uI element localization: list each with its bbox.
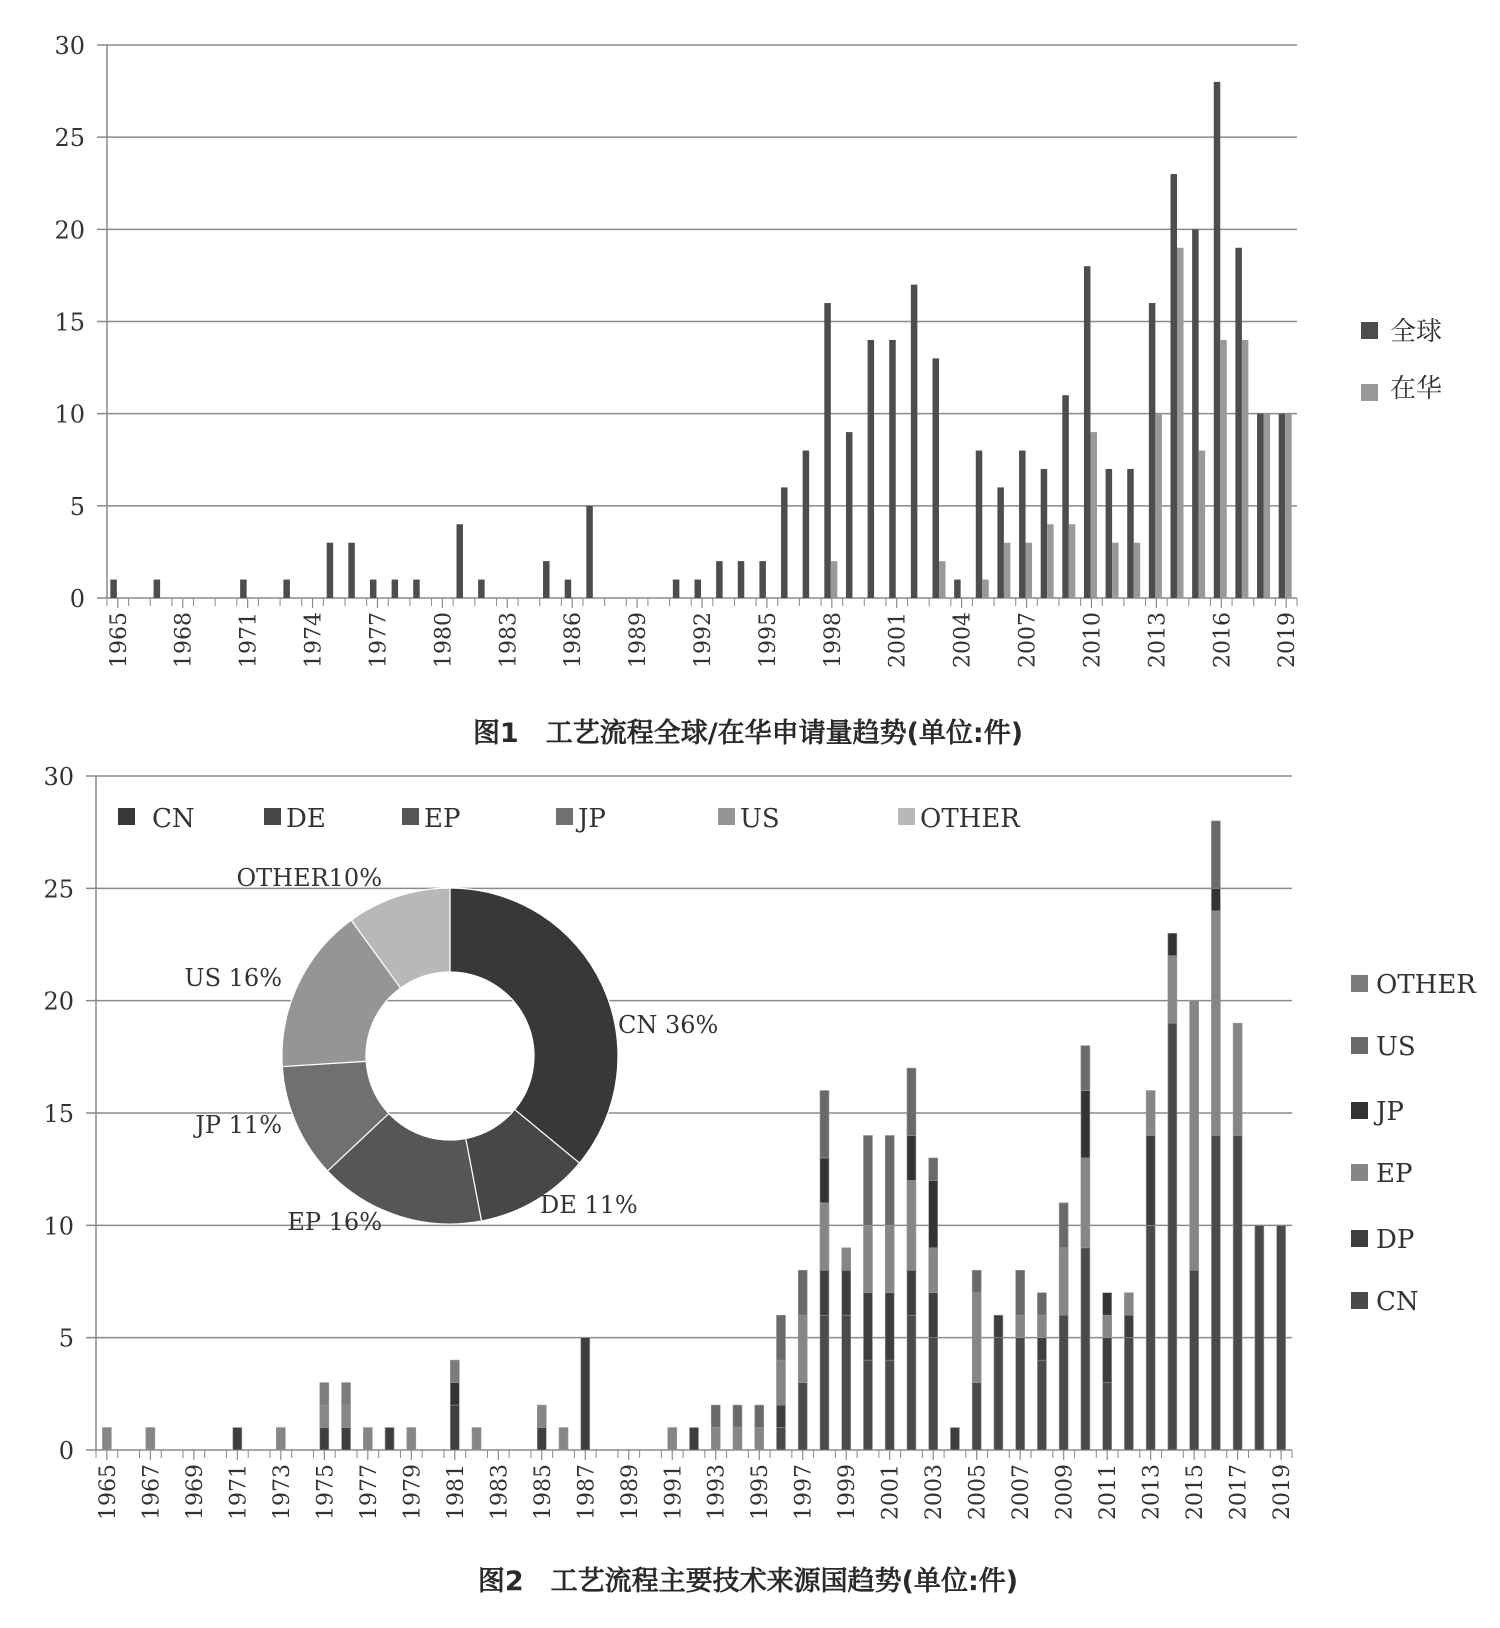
top-legend-label-cn: CN <box>152 804 195 834</box>
chart2-x-tick-label: 1999 <box>835 1464 861 1520</box>
chart2-bar-segment-ep <box>755 1428 764 1450</box>
legend-swatch-global <box>1361 322 1378 339</box>
chart2-bar-segment-ep <box>820 1203 829 1270</box>
chart2-x-tick-label: 2009 <box>1052 1464 1078 1520</box>
donut-label-us: US 16% <box>184 964 282 992</box>
chart2-bar-segment-us <box>972 1270 981 1292</box>
chart2-bar-segment-dp <box>842 1270 851 1315</box>
chart2-bar-segment-ep <box>1103 1315 1112 1337</box>
chart1-bar-global <box>154 580 161 598</box>
chart2-bar-segment-us <box>776 1315 785 1360</box>
side-legend-label-jp: JP <box>1376 1097 1404 1127</box>
chart1-y-tick-label: 0 <box>69 585 85 613</box>
chart2-x-tick-label: 2001 <box>878 1464 904 1520</box>
chart1-bar-china <box>982 580 989 598</box>
chart2-bar-segment-cn <box>820 1315 829 1450</box>
side-legend-swatch-other <box>1351 975 1368 992</box>
chart2-bar-segment-ep <box>776 1360 785 1405</box>
legend-label-china: 在华 <box>1390 374 1443 404</box>
chart1-x-tick-label: 1995 <box>755 612 781 668</box>
chart1-bar-global <box>1192 229 1199 598</box>
top-legend-swatch-other <box>898 808 915 825</box>
chart2-x-tick-label: 1993 <box>704 1464 730 1520</box>
chart2-x-tick-label: 1975 <box>313 1464 339 1520</box>
chart2-bar-segment-us <box>711 1405 720 1427</box>
chart2-bar-segment-jp <box>820 1158 829 1203</box>
chart2-bar-segment-ep <box>472 1428 481 1450</box>
chart2-bar-segment-ep <box>1190 1001 1199 1271</box>
chart1-x-tick-label: 2001 <box>885 612 911 668</box>
top-legend-swatch-us <box>718 808 735 825</box>
chart1-bar-global <box>392 580 399 598</box>
chart2-x-tick-label: 1989 <box>617 1464 643 1520</box>
chart2-bar-segment-ep <box>407 1428 416 1450</box>
chart2-bar-segment-cn <box>1016 1338 1025 1450</box>
chart2-bar-segment-cn <box>1233 1135 1242 1450</box>
chart2-bar-segment-us <box>863 1135 872 1225</box>
chart1-bar-global <box>1019 451 1025 598</box>
chart1-x-tick-label: 1974 <box>301 612 327 668</box>
chart2-bar-segment-ep <box>929 1248 938 1293</box>
chart2-bar-segment-ep <box>320 1405 329 1427</box>
chart2-bar-segment-cn <box>1124 1338 1133 1450</box>
chart2-bar-segment-dp <box>450 1405 459 1450</box>
chart1-x-tick-label: 2010 <box>1080 612 1106 668</box>
chart2-bar-segment-cn <box>994 1338 1003 1450</box>
chart2-y-ticks <box>43 763 74 1465</box>
chart2-bar-segment-dp <box>929 1293 938 1338</box>
chart2-bar-segment-jp <box>450 1383 459 1405</box>
chart2-bar-segment-us <box>1081 1046 1090 1091</box>
chart2-bar-segment-dp <box>1037 1338 1046 1360</box>
side-legend-swatch-dp <box>1351 1230 1368 1247</box>
chart2-bar-segment-cn <box>1059 1315 1068 1450</box>
side-legend-label-other: OTHER <box>1376 970 1476 1000</box>
chart1-x-tick-label: 1980 <box>431 612 457 668</box>
chart1-bar-china <box>1069 524 1076 598</box>
side-legend-label-ep: EP <box>1376 1159 1413 1189</box>
chart2-bar-segment-ep <box>102 1428 111 1450</box>
chart1-x-tick-label: 2013 <box>1145 612 1171 668</box>
chart1-x-tick-label: 1992 <box>691 612 716 668</box>
chart2-bar-segment-dp <box>1103 1338 1112 1383</box>
chart2-x-tick-label: 1969 <box>182 1464 208 1520</box>
donut-label-ep: EP 16% <box>287 1208 382 1236</box>
side-legend-label-us: US <box>1376 1032 1416 1062</box>
chart2-x-tick-label: 1979 <box>400 1464 426 1520</box>
side-legend-swatch-ep <box>1351 1164 1368 1181</box>
chart2-bar-segment-dp <box>233 1428 242 1450</box>
chart2-bar-segment-ep <box>798 1315 807 1382</box>
chart1-bar-global <box>846 432 853 598</box>
chart2-x-tick-label: 1985 <box>530 1464 556 1520</box>
chart2-bar-segment-cn <box>1255 1225 1264 1450</box>
chart2-bar-segment-cn <box>907 1315 916 1450</box>
chart2-bar-segment-other <box>320 1383 329 1405</box>
chart1-y-tick-label: 10 <box>54 400 85 429</box>
chart2-bar-segment-jp <box>929 1180 938 1247</box>
chart2-bar-segment-ep <box>842 1248 851 1270</box>
side-legend-swatch-us <box>1351 1037 1368 1054</box>
chart1-bar-china <box>939 561 946 598</box>
chart2-bar-segment-jp <box>1168 933 1177 955</box>
chart2-x-tick-label: 1991 <box>661 1464 687 1520</box>
legend-swatch-china <box>1361 384 1378 401</box>
chart2-bar-segment-cn <box>1146 1225 1155 1450</box>
chart2-x-tick-label: 2011 <box>1096 1464 1122 1520</box>
chart2-bar-segment-jp <box>1103 1293 1112 1315</box>
chart2-bar-segment-ep <box>1016 1315 1025 1337</box>
chart2-bar-segment-us <box>885 1135 894 1225</box>
chart2-bar-segment-ep <box>559 1428 568 1450</box>
chart1-bar-china <box>1004 543 1011 598</box>
chart1-x-tick-label: 2016 <box>1210 612 1236 668</box>
top-legend-swatch-de <box>264 808 281 825</box>
donut-chart <box>184 864 718 1236</box>
chart2-bar-segment-dp <box>907 1270 916 1315</box>
chart2-bar-segment-cn <box>929 1338 938 1450</box>
chart2-x-tick-label: 2017 <box>1226 1464 1252 1520</box>
chart2-bar-segment-ep <box>668 1428 677 1450</box>
chart1-bar-china <box>1134 543 1141 598</box>
top-legend-label-jp: JP <box>578 804 606 834</box>
chart2-x-tick-label: 1995 <box>748 1464 774 1520</box>
chart1-bar-global <box>781 487 788 598</box>
chart1-bar-global <box>803 451 810 598</box>
chart2-bar-segment-ep <box>885 1225 894 1292</box>
chart1-bar-global <box>911 285 918 598</box>
chart2-x-tick-label: 1983 <box>487 1464 513 1520</box>
chart2-x-tick-label: 2007 <box>1009 1464 1035 1520</box>
chart1-bar-global <box>327 543 334 598</box>
top-legend-label-ep: EP <box>424 804 461 834</box>
chart2-bar-segment-ep <box>863 1225 872 1292</box>
chart1-gridlines <box>97 45 1297 598</box>
chart1-bars <box>110 82 1291 598</box>
donut-label-other: OTHER10% <box>236 864 382 892</box>
chart1-bar-global <box>1149 303 1156 598</box>
side-legend-swatch-cn <box>1351 1292 1368 1309</box>
chart1-x-tick-label: 1986 <box>561 612 587 668</box>
chart2-bar-segment-us <box>798 1270 807 1315</box>
chart1-bar-global <box>348 543 355 598</box>
chart1-bar-global <box>1171 174 1178 598</box>
chart1-bar-china <box>1090 432 1097 598</box>
chart1-bar-global <box>240 580 247 598</box>
chart2-bar-segment-us <box>1037 1293 1046 1315</box>
donut-label-cn: CN 36% <box>618 1011 719 1039</box>
chart2 <box>43 763 1477 1597</box>
chart1-bar-global <box>997 487 1004 598</box>
chart2-y-tick-label: 5 <box>58 1324 74 1353</box>
chart1-bar-china <box>831 561 838 598</box>
chart2-bar-segment-cn <box>885 1360 894 1450</box>
chart2-bar-segment-us <box>733 1405 742 1427</box>
chart2-bar-segment-ep <box>1211 911 1220 1136</box>
chart1-bar-china <box>1026 543 1033 598</box>
chart2-bar-segment-dp <box>581 1338 590 1450</box>
chart2-x-tick-label: 1967 <box>139 1464 165 1520</box>
chart1-y-tick-label: 20 <box>54 216 85 245</box>
chart2-x-tick-label: 1997 <box>791 1464 817 1520</box>
chart2-bar-segment-ep <box>363 1428 372 1450</box>
chart1-bar-china <box>1285 414 1292 598</box>
chart2-bar-segment-cn <box>1211 1135 1220 1450</box>
chart1-bar-global <box>976 451 983 598</box>
chart2-bar-segment-us <box>1059 1203 1068 1248</box>
chart1-bar-china <box>1199 451 1206 598</box>
chart2-bar-segment-cn <box>1103 1383 1112 1450</box>
chart1-bar-global <box>565 580 572 598</box>
chart2-x-tick-label: 1987 <box>574 1464 600 1520</box>
chart2-x-tick-label: 2013 <box>1139 1464 1165 1520</box>
chart1-y-tick-label: 30 <box>54 32 85 60</box>
chart2-bar-segment-us <box>1016 1270 1025 1315</box>
chart2-bar-segment-cn <box>842 1315 851 1450</box>
chart1-x-tick-label: 1971 <box>236 612 262 668</box>
chart2-bar-segment-dp <box>1124 1315 1133 1337</box>
chart2-bar-segment-other <box>342 1383 351 1405</box>
chart1-legend <box>1361 317 1442 404</box>
chart2-bar-segment-cn <box>1190 1270 1199 1450</box>
chart2-side-legend <box>1351 970 1477 1317</box>
chart2-bar-segment-us <box>1211 821 1220 888</box>
chart1-x-axis <box>107 45 1300 668</box>
chart2-bar-segment-ep <box>1081 1158 1090 1248</box>
chart1-bar-china <box>1155 414 1162 598</box>
chart2-bar-segment-dp <box>776 1405 785 1427</box>
chart2-bar-segment-cn <box>972 1383 981 1450</box>
chart2-x-tick-label: 2003 <box>922 1464 948 1520</box>
donut-slice-cn <box>450 888 618 1163</box>
chart1-bar-china <box>1112 543 1119 598</box>
top-legend-label-other: OTHER <box>920 804 1020 834</box>
top-legend-swatch-ep <box>402 808 419 825</box>
chart1-x-tick-label: 1968 <box>171 612 197 668</box>
chart1-bar-global <box>1062 395 1069 598</box>
side-legend-swatch-jp <box>1351 1102 1368 1119</box>
chart2-bar-segment-ep <box>733 1428 742 1450</box>
chart1-caption: 图1 工艺流程全球/在华申请量趋势(单位:件) <box>472 718 1024 749</box>
chart2-bar-segment-us <box>755 1405 764 1427</box>
chart1-bar-global <box>759 561 766 598</box>
chart2-bar-segment-ep <box>1233 1023 1242 1135</box>
chart2-bar-segment-cn <box>1081 1248 1090 1450</box>
chart2-bar-segment-ep <box>276 1428 285 1450</box>
chart1-x-tick-label: 2007 <box>1015 612 1041 668</box>
chart1-bar-china <box>1177 248 1184 598</box>
chart1-bar-global <box>457 524 464 598</box>
chart1-bar-global <box>413 580 420 598</box>
chart2-bar-segment-dp <box>385 1428 394 1450</box>
top-legend-swatch-jp <box>556 808 573 825</box>
chart1-bar-global <box>868 340 875 598</box>
chart2-x-tick-label: 2015 <box>1183 1464 1209 1520</box>
chart2-bar-segment-ep <box>1146 1091 1155 1136</box>
chart1-bar-china <box>1047 524 1054 598</box>
chart1-bar-global <box>1106 469 1113 598</box>
chart2-bar-segment-dp <box>320 1428 329 1450</box>
chart2-x-tick-label: 1981 <box>443 1464 469 1520</box>
side-legend-label-cn: CN <box>1376 1287 1419 1317</box>
chart1-x-tick-label: 1983 <box>496 612 522 668</box>
top-legend-swatch-cn <box>118 808 135 825</box>
chart2-bar-segment-dp <box>863 1293 872 1360</box>
chart2-bar-segment-ep <box>972 1293 981 1383</box>
chart2-caption: 图2 工艺流程主要技术来源国趋势(单位:件) <box>477 1566 1019 1597</box>
chart1-bar-china <box>1242 340 1249 598</box>
chart1-x-tick-label: 1977 <box>366 612 392 668</box>
chart1-bar-global <box>738 561 745 598</box>
chart2-bar-segment-cn <box>798 1383 807 1450</box>
chart1-x-tick-label: 2019 <box>1275 612 1301 668</box>
chart2-y-tick-label: 20 <box>43 987 74 1016</box>
chart2-bar-segment-dp <box>537 1428 546 1450</box>
chart2-bar-segment-us <box>929 1158 938 1180</box>
chart1-bar-global <box>933 358 940 598</box>
chart1-x-tick-label: 1965 <box>106 612 132 668</box>
chart2-x-tick-label: 1973 <box>269 1464 295 1520</box>
chart2-y-tick-label: 30 <box>43 763 74 791</box>
chart1-bar-global <box>673 580 680 598</box>
chart2-bar-segment-us <box>820 1091 829 1158</box>
chart2-x-tick-label: 1977 <box>356 1464 382 1520</box>
top-legend-label-de: DE <box>286 804 326 834</box>
chart2-bar-segment-dp <box>820 1270 829 1315</box>
side-legend-label-dp: DP <box>1376 1225 1415 1255</box>
chart1-bar-global <box>543 561 550 598</box>
legend-label-global: 全球 <box>1390 317 1443 347</box>
top-legend-label-us: US <box>740 804 780 834</box>
chart2-y-tick-label: 15 <box>43 1100 74 1128</box>
chart1-bar-global <box>824 303 831 598</box>
chart2-bar-segment-dp <box>994 1315 1003 1337</box>
chart2-bar-segment-jp <box>1211 888 1220 910</box>
chart2-bar-segment-ep <box>1124 1293 1133 1315</box>
chart1-bar-global <box>1257 414 1264 598</box>
chart2-bar-segment-cn <box>863 1360 872 1450</box>
donut-label-de: DE 11% <box>540 1191 638 1219</box>
chart2-bar-segment-other <box>450 1360 459 1382</box>
chart1-bar-global <box>110 580 117 598</box>
chart1-x-tick-label: 1989 <box>626 612 652 668</box>
chart2-y-tick-label: 25 <box>43 875 74 904</box>
chart1-bar-global <box>889 340 896 598</box>
chart1-bar-global <box>1279 414 1286 598</box>
chart2-bar-segment-cn <box>1277 1225 1286 1450</box>
chart1-bar-global <box>283 580 290 598</box>
chart1-y-tick-label: 5 <box>69 492 85 521</box>
chart2-bar-segment-dp <box>342 1428 351 1450</box>
chart2-bar-segment-dp <box>690 1428 699 1450</box>
chart2-bar-segment-dp <box>1146 1135 1155 1225</box>
chart2-top-legend <box>118 804 1021 834</box>
chart2-bar-segment-jp <box>907 1135 916 1180</box>
chart1-y-ticks <box>54 32 85 613</box>
chart1-bar-global <box>695 580 702 598</box>
chart1-x-tick-label: 2004 <box>950 612 976 668</box>
chart1-bar-china <box>1264 414 1271 598</box>
chart2-bar-segment-jp <box>1081 1091 1090 1158</box>
chart2-bar-segment-ep <box>1059 1248 1068 1315</box>
chart2-y-tick-label: 10 <box>43 1212 74 1241</box>
chart1-bar-global <box>954 580 961 598</box>
chart2-x-tick-label: 1971 <box>226 1464 252 1520</box>
chart1-bar-global <box>370 580 377 598</box>
chart2-bar-segment-us <box>907 1068 916 1135</box>
chart1-bar-global <box>1127 469 1134 598</box>
chart2-bar-segment-dp <box>950 1428 959 1450</box>
chart2-bar-segment-ep <box>1037 1315 1046 1337</box>
chart1-bar-global <box>1235 248 1242 598</box>
chart2-bar-segment-ep <box>537 1405 546 1427</box>
chart1-y-tick-label: 25 <box>54 124 85 153</box>
chart2-bar-segment-ep <box>146 1428 155 1450</box>
chart2-y-tick-label: 0 <box>58 1437 74 1465</box>
chart1-bar-global <box>716 561 723 598</box>
chart1-y-tick-label: 15 <box>54 308 85 337</box>
chart2-x-tick-label: 1965 <box>95 1464 121 1520</box>
chart1-bar-global <box>1084 266 1091 598</box>
chart2-bar-segment-ep <box>342 1405 351 1427</box>
chart2-x-tick-label: 2019 <box>1270 1464 1296 1520</box>
chart2-bar-segment-ep <box>907 1180 916 1270</box>
chart1-bar-china <box>1220 340 1227 598</box>
chart1-x-tick-label: 1998 <box>820 612 846 668</box>
chart1-bar-global <box>586 506 593 598</box>
chart2-x-tick-label: 2005 <box>965 1464 991 1520</box>
chart2-bar-segment-cn <box>1037 1360 1046 1450</box>
chart2-bar-segment-cn <box>776 1428 785 1450</box>
chart2-bar-segment-dp <box>885 1293 894 1360</box>
donut-label-jp: JP 11% <box>195 1111 282 1139</box>
chart2-bar-segment-cn <box>1168 1023 1177 1450</box>
chart1 <box>54 32 1442 749</box>
chart1-bar-global <box>1214 82 1221 598</box>
chart2-bar-segment-ep <box>711 1428 720 1450</box>
chart1-bar-global <box>478 580 485 598</box>
chart1-bar-global <box>1041 469 1048 598</box>
chart2-bar-segment-ep <box>1168 956 1177 1023</box>
